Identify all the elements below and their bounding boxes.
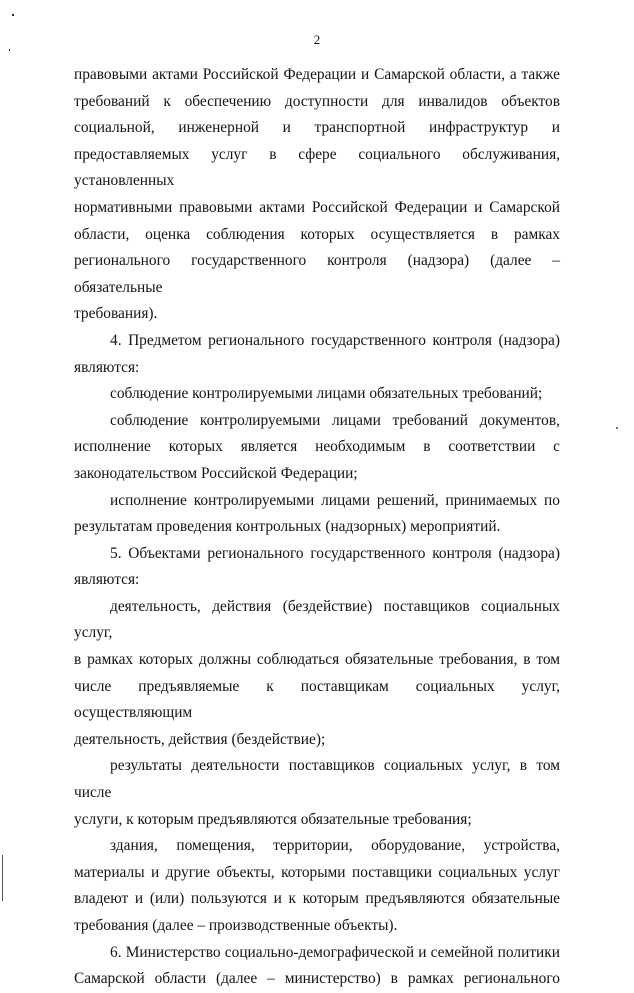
text-line: в рамках которых должны соблюдаться обязательные требования, в том [74,651,560,669]
text-line: 4. Предметом регионального государственного контроля (надзора) [110,331,560,349]
paragraph-subitem [74,488,560,541]
paragraph-subitem [74,381,560,408]
text-line: материалы и другие объекты, которыми поставщики социальных услуг [74,863,560,881]
text-line: нормативными правовыми актами Российской Федерации и Самарской [74,198,560,216]
text-line: являются: [74,571,140,589]
text-line: требования (далее – производственные объекты). [74,917,398,934]
paragraph-subitem [74,833,560,939]
scan-artifact [9,49,10,51]
text-line: Самарской области (далее – министерство) в рамках регионального [74,970,560,988]
text-line: услуги, к которым предъявляются обязательные требования; [74,810,472,828]
text-line: соблюдение контролируемыми лицами обязательных требований; [110,385,543,403]
text-line: требования). [74,305,158,323]
text-line: результаты деятельности поставщиков социальных услуг, в том числе [74,757,560,802]
paragraph-subitem [74,408,560,488]
page-number: 2 [313,32,321,47]
paragraph-continuation [74,62,560,328]
text-line: владеют и (или) пользуются и к которым предъявляются обязательные [74,890,560,908]
paragraph-item-5 [74,541,560,594]
text-line: соблюдение контролируемыми лицами требований документов, [110,411,560,429]
paragraph-item-4 [74,328,560,381]
paragraph-subitem [74,594,560,754]
scan-artifact [616,427,618,429]
text-line: деятельность, действия (бездействие) поставщиков социальных услуг, [74,597,560,642]
text-line: правовыми актами Российской Федерации и Самарской области, а также [74,66,560,83]
text-line: результатам проведения контрольных (надзорных) мероприятий. [74,518,501,536]
text-line: законодательством Российской Федерации; [74,464,358,482]
scan-artifact [2,855,3,901]
text-line: исполнение контролируемыми лицами решений, принимаемых по [110,491,560,509]
text-line: 6. Министерство социально-демографической и семейной политики [110,943,560,961]
text-line: социальной, инженерной и транспортной инфраструктур и [74,119,560,137]
scan-artifact [12,14,14,16]
text-line: требований к обеспечению доступности для инвалидов объектов [74,92,560,110]
paragraph-subitem [74,753,560,833]
paragraph-item-6 [74,940,560,993]
text-line: области, оценка соблюдения которых осуществляется в рамках [74,225,560,243]
text-line: регионального государственного контроля (надзора) (далее – обязательные [74,252,560,296]
text-line: являются: [74,358,140,376]
text-line: деятельность, действия (бездействие); [74,730,326,748]
document-body [74,62,560,993]
text-line: здания, помещения, территории, оборудование, устройства, [110,837,560,855]
text-line: 5. Объектами регионального государственного контроля (надзора) [110,544,560,562]
text-line: числе предъявляемые к поставщикам социальных услуг, осуществляющим [74,677,560,722]
text-line: исполнение которых является необходимым в соответствии с [74,438,560,456]
text-line: предоставляемых услуг в сфере социального обслуживания, установленных [74,145,560,190]
